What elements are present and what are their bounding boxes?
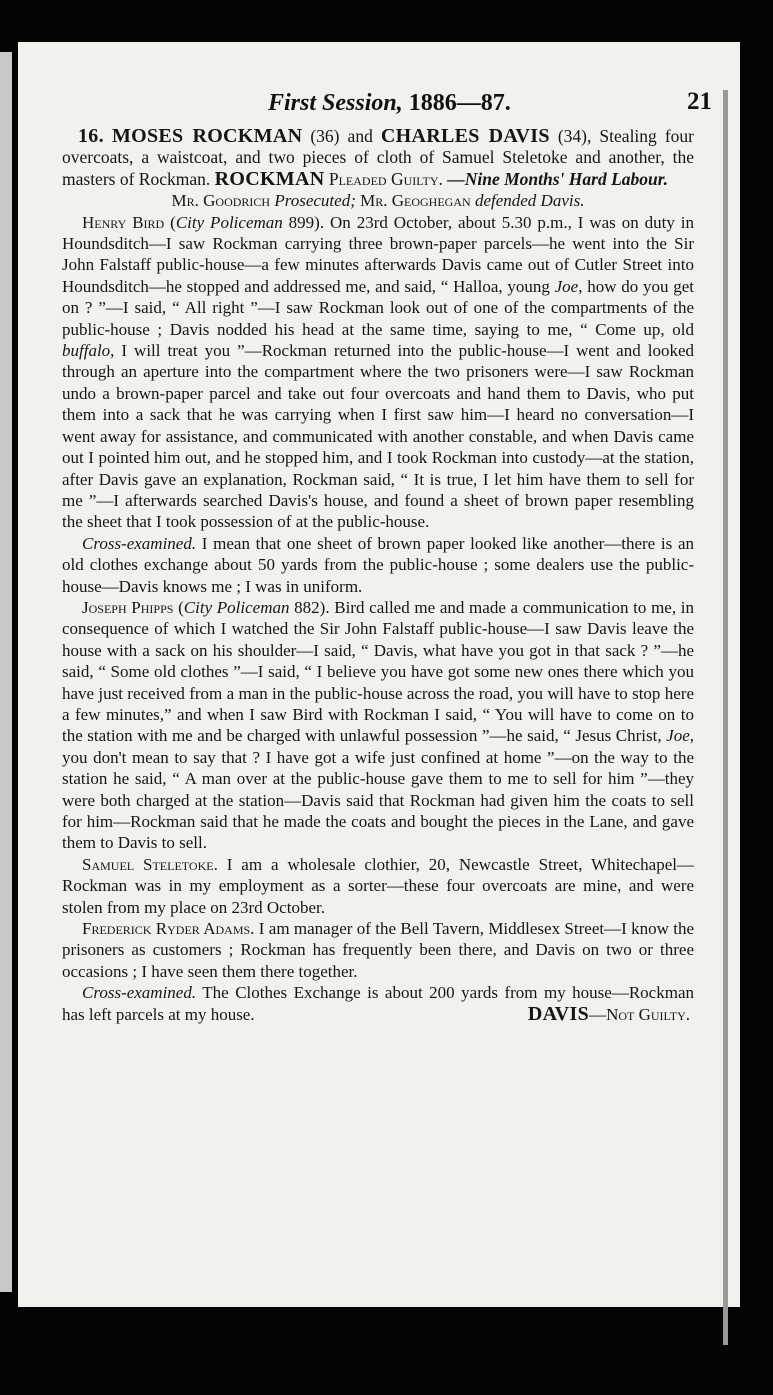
verdict-defendant: DAVIS [527,1003,590,1026]
counsel-line: Mr. Goodrich Prosecuted; Mr. Geoghegan defended Davis. [171,191,585,211]
witness-name: Henry Bird [82,212,165,232]
book-page [18,42,740,1307]
testimony-steletoke: Samuel Steletoke. I am a wholesale clothier, 20, Newcastle Street, Whitechapel—Rockman was in my employment as a sorter—these four overcoats are mine, and were stolen from my place on 23rd October. [62,854,694,917]
cross-examined-label: Cross-examined. [82,533,197,553]
witness-rank: City Policeman [175,212,283,232]
prosecution-counsel: Mr. Goodrich [171,191,271,211]
running-head: First Session, 1886—87. [268,90,511,116]
page-number: 21 [687,88,712,115]
plea-defendant: ROCKMAN [214,167,325,190]
defence-counsel: Mr. Geoghegan [360,191,471,211]
cross-examination-bird: Cross-examined. I mean that one sheet of brown paper looked like another—there is an old clothes exchange about 50 yards from the public-house ; some dealers use the public-house—Davis knows me ; I was in uniform. [62,533,694,596]
adjacent-page-edge [0,52,12,1292]
sentence: —Nine Months' Hard Labour. [447,168,668,189]
defendant-davis: CHARLES DAVIS [380,125,550,147]
testimony-bird: Henry Bird (City Policeman 899). On 23rd October, about 5.30 p.m., I was on duty in Houndsditch—I saw Rockman carrying three brown-paper parcels—he went into the Sir John Falstaff public-house—a few minutes afterwards Davis came out of Cutler Street into Houndsditch—he stopped and addressed me, and said, “ Halloa, young Joe, how do you get on ? ”—I said, “ All right ”—I saw Rockman look out of one of the compartments of the public-house ; Davis nodded his head at the same time, saying to me, “ Come up, old buffalo, I will treat you ”—Rockman returned into the public-house—I went and looked through an aperture into the compartment where the two prisoners were—I saw Rockman undo a brown-paper parcel and take out four overcoats and hand them to Davis, who put them into a sack that he was carrying when I first saw him—I heard no conversation—I went away for assistance, and communicated with another constable, and when Davis came out I pointed him out, and he stopped him, and I took Rockman into custody—at the station, after Davis gave an explanation, Rockman said, “ It is true, I let him have them to sell for me ”—I afterwards searched Davis's house, and found a sheet of brown paper resembling the sheet that I took possession of at the public-house. [62,212,695,532]
page-edge-shadow [723,90,728,1345]
verdict-text: —Not Guilty. [589,1005,690,1025]
testimony-adams: Frederick Ryder Adams. I am manager of the Bell Tavern, Middlesex Street—I know the prisoners as customers ; Rockman has frequently been there, and Davis on two or three occasions ; I have seen them there together. [62,919,694,981]
page-body [62,126,694,1025]
witness-name: Joseph Phipps [82,597,174,617]
case-heading: 16. MOSES ROCKMAN (36) and CHARLES DAVIS (34), Stealing four overcoats, a waistcoat, and two pieces of cloth of Samuel Steletoke and another, the masters of Rockman. ROCKMAN Pleaded Guilty. —Nine Months' Hard Labour. [62,125,694,190]
witness-name: Samuel Steletoke. [82,854,218,874]
witness-name: Frederick Ryder Adams. [82,919,255,939]
cross-examined-label: Cross-examined. [82,983,197,1003]
session-years: 1886—87. [402,90,511,116]
witness-rank: City Policeman [183,597,290,617]
page-header [18,90,740,120]
case-number: 16. [78,125,104,147]
defendant-rockman: MOSES ROCKMAN [111,125,303,147]
charge-text: (34), Stealing four overcoats, a waistcoat, and two pieces of cloth of Samuel Steletoke and another, the masters of Rockman. [62,126,694,189]
testimony-phipps: Joseph Phipps (City Policeman 882). Bird called me and made a communication to me, in consequence of which I watched the Sir John Falstaff public-house—I saw Davis leave the house with a sack on his shoulder—I said, “ Davis, what have you got in that sack ? ”—he said, “ Some old clothes ”—I said, “ I believe you have got some new ones there which you have just received from a man in the public-house across the road, you will have to stop here a few minutes,” and when I saw Bird with Rockman I said, “ You will have to come on to the station with me and be charged with unlawful possession ”—he said, “ Jesus Christ, Joe, you don't mean to say that ? I have got a wife just confined at home ”—on the way to the station he said, “ A man over at the public-house gave them to me to sell for him ”—they were both charged at the station—Davis said that Rockman had given him the coats to sell for him—Rockman said that he made the coats and bought the pieces in the Lane, and gave them to Davis to sell. [62,597,694,853]
plea: Pleaded Guilty. [324,168,443,189]
cross-examination-adams: Cross-examined. The Clothes Exchange is about 200 yards from my house—Rockman has left parcels at my house. [62,983,694,1024]
